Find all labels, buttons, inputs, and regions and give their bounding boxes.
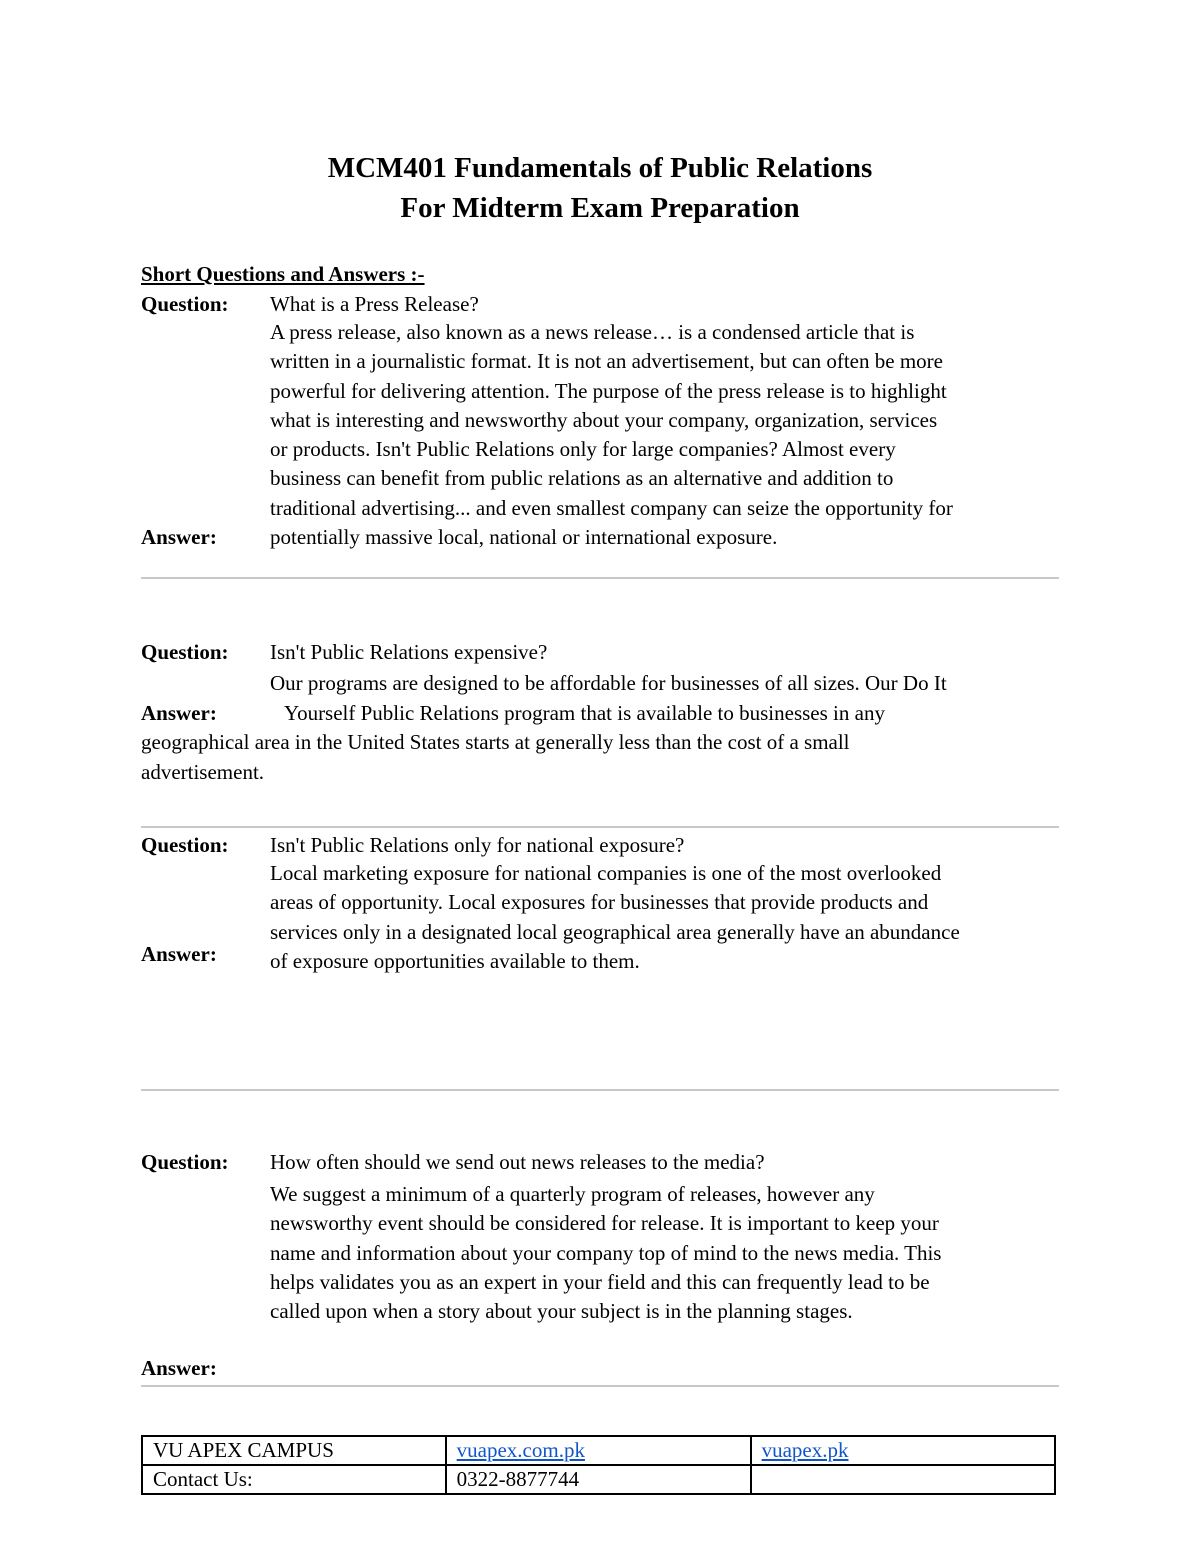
- question-label-4: Question:: [141, 1150, 229, 1174]
- question-label-1: Question:: [141, 292, 229, 316]
- link-cell-1: [446, 1436, 751, 1465]
- section-heading: Short Questions and Answers :-: [141, 262, 425, 286]
- answer-line: business can benefit from public relations as an alternative and addition to: [270, 466, 894, 491]
- answer-label-4: Answer:: [141, 1356, 217, 1380]
- divider: [141, 577, 1059, 579]
- answer-line: potentially massive local, national or international exposure.: [270, 525, 778, 550]
- answer-line: called upon when a story about your subject is in the planning stages.: [270, 1299, 853, 1324]
- answer-line: name and information about your company top of mind to the news media. This: [270, 1240, 942, 1265]
- empty-cell: [751, 1465, 1055, 1494]
- answer-line: Our programs are designed to be affordable for businesses of all sizes. Our Do It: [270, 671, 947, 695]
- page-title: MCM401 Fundamentals of Public Relations: [327, 152, 873, 184]
- answer-line: or products. Isn't Public Relations only for large companies? Almost every: [270, 437, 896, 462]
- answer-line: newsworthy event should be considered for release. It is important to keep your: [270, 1211, 939, 1236]
- question-label-3: Question:: [141, 833, 229, 857]
- answer-line: written in a journalistic format. It is not an advertisement, but can often be more: [270, 349, 943, 374]
- answer-line: traditional advertising... and even smallest company can seize the opportunity for: [270, 495, 953, 520]
- page-subtitle: For Midterm Exam Preparation: [400, 192, 800, 224]
- answer-line: Yourself Public Relations program that is available to businesses in any: [284, 701, 885, 725]
- answer-text-4: [270, 1180, 1060, 1326]
- website-link-2[interactable]: vuapex.pk: [761, 1438, 849, 1462]
- question-label-2: Question:: [141, 640, 229, 664]
- campus-cell: VU APEX CAMPUS: [142, 1436, 446, 1465]
- answer-line: We suggest a minimum of a quarterly program of releases, however any: [270, 1182, 875, 1206]
- answer-line: areas of opportunity. Local exposures for businesses that provide products and: [270, 890, 929, 915]
- footer-table: [141, 1435, 1056, 1495]
- answer-line: helps validates you as an expert in your field and this can frequently lead to be: [270, 1269, 930, 1294]
- contact-label-cell: Contact Us:: [142, 1465, 446, 1494]
- website-link-1[interactable]: vuapex.com.pk: [456, 1438, 585, 1462]
- table-row: [142, 1436, 1055, 1465]
- answer-line: geographical area in the United States starts at generally less than the cost of a small: [141, 730, 850, 754]
- answer-line: A press release, also known as a news release… is a condensed article that is: [270, 320, 915, 344]
- answer-line: powerful for delivering attention. The purpose of the press release is to highlight: [270, 378, 947, 403]
- answer-label-2: Answer:: [141, 701, 217, 725]
- answer-line: of exposure opportunities available to them.: [270, 948, 640, 973]
- answer-line: advertisement.: [141, 760, 265, 784]
- question-text-2: Isn't Public Relations expensive?: [270, 640, 548, 664]
- phone-cell: 0322-8877744: [446, 1465, 751, 1494]
- divider: [141, 826, 1059, 828]
- answer-label-1: Answer:: [141, 525, 217, 549]
- table-row: [142, 1465, 1055, 1494]
- answer-line: Local marketing exposure for national companies is one of the most overlooked: [270, 861, 942, 885]
- answer-label-3: Answer:: [141, 942, 217, 966]
- question-text-4: How often should we send out news releases to the media?: [270, 1150, 765, 1174]
- question-text-1: What is a Press Release?: [270, 292, 479, 316]
- link-cell-2: [751, 1436, 1055, 1465]
- divider: [141, 1089, 1059, 1091]
- answer-line: what is interesting and newsworthy about your company, organization, services: [270, 407, 938, 432]
- question-text-3: Isn't Public Relations only for national exposure?: [270, 833, 685, 857]
- divider: [141, 1385, 1059, 1387]
- answer-text-1: [270, 318, 1060, 552]
- answer-text-3: [270, 859, 1060, 976]
- answer-line: services only in a designated local geographical area generally have an abundance: [270, 919, 960, 944]
